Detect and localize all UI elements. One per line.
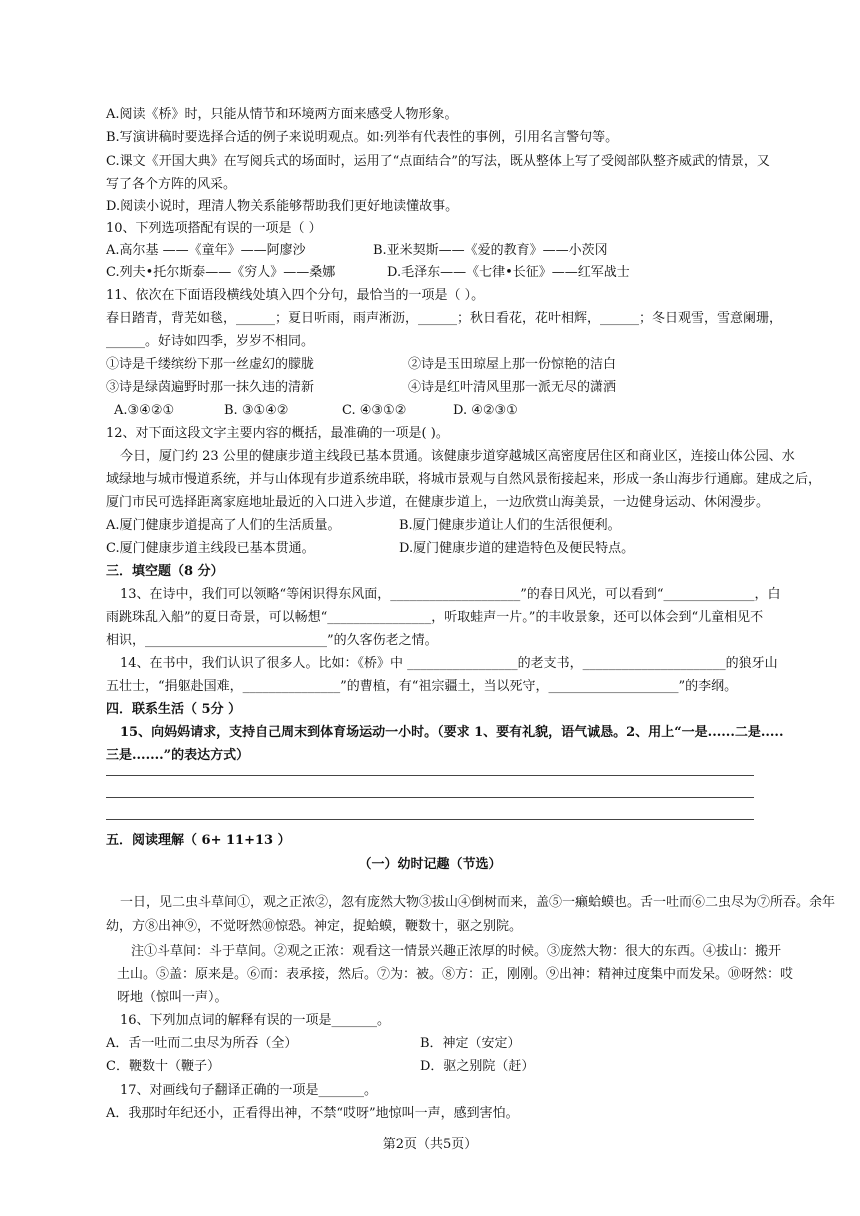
q12-option-a: A.厦门健康步道提高了人们的生活质量。 [106,518,341,533]
question-15: 15、向妈妈请求，支持自己周末到体育场运动一小时。（要求 1、要有礼貌，语气诚恳。2、用上“一是......二是..... [120,725,784,740]
q12-passage-3: 厦门市民可选择距离家庭地址最近的入口进入步道，在健康步道上，一边欣赏山海美景，一边健身运动、休闲漫步。 [106,495,770,510]
question-13-cont2: 相识，____________________________”的久客伤老之情。 [106,633,438,648]
passage-notes-1: 注①斗草间：斗于草间。②观之正浓：观看这一情景兴趣正浓厚的时候。③庞然大物：很大的东西。④拔山：搬开 [131,944,782,959]
question-11: 11、依次在下面语段横线处填入四个分句，最恰当的一项是（ ）。 [106,288,485,303]
option-d: D.阅读小说时，理清人物关系能够帮助我们更好地读懂故事。 [106,199,459,214]
passage-text-1: 一日，见二虫斗草间①，观之正浓②，忽有庞然大物③拔山④倒树而来，盖⑤一癞蛤蟆也。舌一吐而⑥二虫尽为⑦所吞。余年 [120,895,836,910]
answer-line-2 [106,797,754,798]
q11-sentence-4: ④诗是红叶清风里那一派无尽的潇洒 [408,380,617,395]
q10-option-d: D.毛泽东——《七律•长征》——红军战士 [387,265,630,280]
question-17: 17、对画线句子翻译正确的一项是_______。 [120,1083,378,1098]
option-a: A.阅读《桥》时，只能从情节和环境两方面来感受人物形象。 [106,107,458,122]
q11-choice-d: D. ④②③① [453,403,518,418]
question-10: 10、下列选项搭配有误的一项是（ ） [106,221,322,236]
q16-option-a: A．舌一吐而二虫尽为所吞（全） [106,1036,298,1051]
q16-option-b: B．神定（安定） [420,1036,521,1051]
q10-option-b: B.亚米契斯——《爱的教育》——小茨冈 [373,243,608,258]
answer-line-1 [106,775,754,776]
question-14: 14、在书中，我们认识了很多人。比如：《桥》中 _________________的老支书，______________________的狼牙山 [120,656,778,671]
section-3-heading: 三．填空题（8 分） [106,564,224,579]
question-13: 13、在诗中，我们可以领略“等闲识得东风面，____________________”的春日风光，可以看到“______________，白 [120,587,781,602]
q17-option-a: A．我那时年纪还小，正看得出神，不禁“哎呀”地惊叫一声，感到害怕。 [106,1106,519,1121]
passage-notes-3: 呀地（惊叫一声）。 [117,990,228,1005]
q11-passage-cont: ______。好诗如四季，岁岁不相同。 [106,334,315,349]
question-15-cont: 三是.......”的表达方式） [106,748,250,763]
passage-notes-2: 土山。⑤盖：原来是。⑥而：表承接，然后。⑦为：被。⑧方：正，刚刚。⑨出神：精神过度集中而发呆。⑩呀然：哎 [117,967,794,982]
q10-option-c: C.列夫•托尔斯泰——《穷人》——桑娜 [106,265,336,280]
option-b: B.写演讲稿时要选择合适的例子来说明观点。如:列举有代表性的事例，引用名言警句等。 [106,130,619,145]
question-16: 16、下列加点词的解释有误的一项是_______。 [120,1013,391,1028]
question-13-cont: 雨跳珠乱入船”的夏日奇景，可以畅想“________________，听取蛙声一片。”的丰收景象，还可以体会到“儿童相见不 [106,610,764,625]
section-5-heading: 五．阅读理解（ 6+ 11+13 ） [106,833,291,848]
question-12: 12、对下面这段文字主要内容的概括，最准确的一项是( )。 [106,426,449,441]
q12-option-b: B.厦门健康步道让人们的生活很便利。 [399,518,621,533]
q11-choice-a: A.③④②① [114,403,175,418]
section-4-heading: 四．联系生活（ 5分 ） [106,702,242,717]
q16-option-c: C．鞭数十（鞭子） [106,1059,220,1074]
q11-sentence-2: ②诗是玉田琼屋上那一份惊艳的洁白 [408,357,617,372]
q11-passage: 春日踏青，背芜如毯，______；夏日听雨，雨声淅沥，______；秋日看花，花叶相辉，______；冬日观雪，雪意阑珊， [106,311,783,326]
passage-title: （一）幼时记趣（节选） [358,857,502,872]
q12-passage-2: 域绿地与城市慢道系统，并与山体现有步道系统串联，将城市景观与自然风景衔接起来，形成一条山海步行通廊。建成之后， [106,472,822,487]
q11-choice-b: B. ③①④② [224,403,289,418]
option-c: C.课文《开国大典》在写阅兵式的场面时，运用了“点面结合”的写法，既从整体上写了受阅部队整齐威武的情景，又 [106,154,770,169]
q12-option-c: C.厦门健康步道主线段已基本贯通。 [106,541,315,556]
option-c-cont: 写了各个方阵的风采。 [106,177,237,192]
page-footer: 第2页（共5页） [382,1137,478,1152]
q16-option-d: D．驱之别院（赶） [420,1059,535,1074]
answer-line-3 [106,819,754,820]
q11-sentence-3: ③诗是绿茵遍野时那一抹久违的清新 [106,380,315,395]
q10-option-a: A.高尔基 ——《童年》——阿廖沙 [106,243,306,258]
q11-sentence-1: ①诗是千缕缤纷下那一丝虚幻的朦胧 [106,357,315,372]
question-14-cont: 五壮士，“捐躯赴国难，_______________”的曹植，有“祖宗疆土，当以死守，____________________”的李纲。 [106,679,738,694]
q12-option-d: D.厦门健康步道的建造特色及便民特点。 [399,541,635,556]
q12-passage-1: 今日，厦门约 23 公里的健康步道主线段已基本贯通。该健康步道穿越城区高密度居住区和商业区，连接山体公园、水 [120,449,795,464]
passage-text-2: 幼，方⑧出神⑨，不觉呀然⑩惊恐。神定，捉蛤蟆，鞭数十，驱之别院。 [106,919,523,934]
q11-choice-c: C. ④③①② [342,403,407,418]
